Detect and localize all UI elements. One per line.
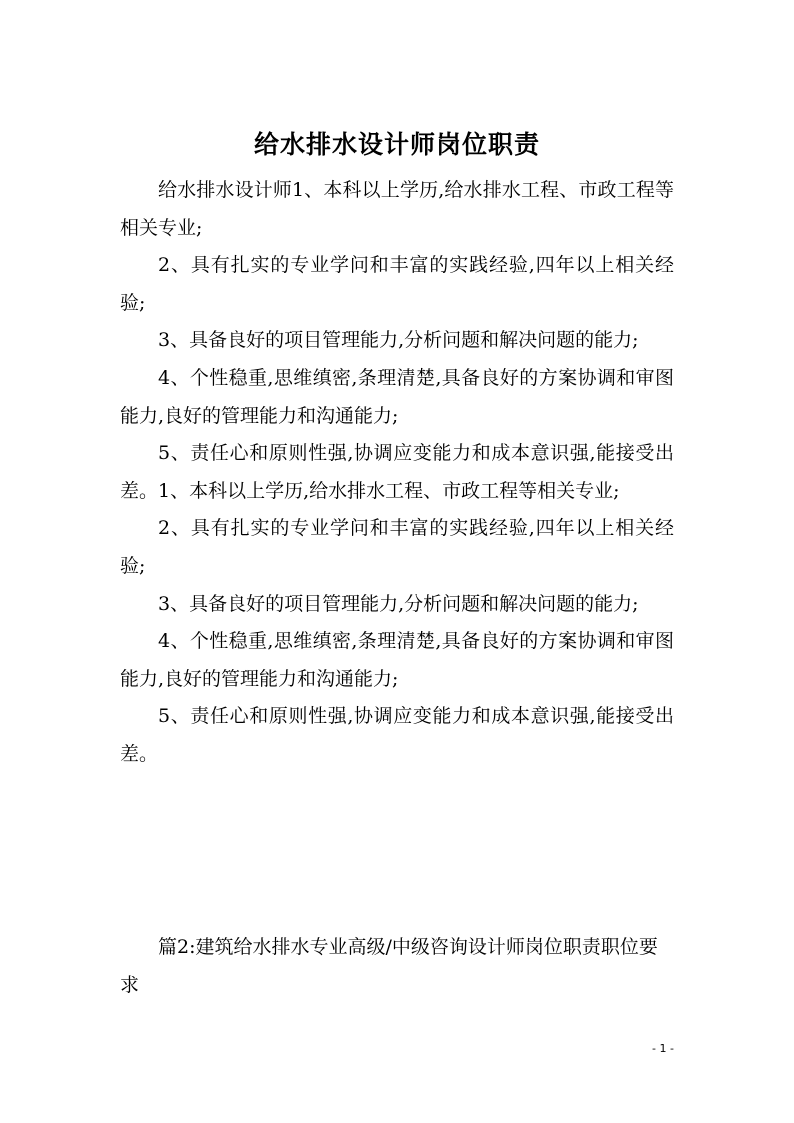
paragraph: 5、责任心和原则性强,协调应变能力和成本意识强,能接受出差。 <box>120 705 674 765</box>
paragraph: 2、具有扎实的专业学问和丰富的实践经验,四年以上相关经验; <box>120 517 674 577</box>
section-heading: 篇2:建筑给水排水专业高级/中级咨询设计师岗位职责职位要求 <box>120 936 658 996</box>
paragraph: 3、具备良好的项目管理能力,分析问题和解决问题的能力; <box>158 329 639 352</box>
paragraph: 2、具有扎实的专业学问和丰富的实践经验,四年以上相关经验; <box>120 254 674 314</box>
page-number: - 1 - <box>652 1042 674 1055</box>
paragraph: 给水排水设计师1、本科以上学历,给水排水工程、市政工程等相关专业; <box>120 179 674 239</box>
paragraph: 3、具备良好的项目管理能力,分析问题和解决问题的能力; <box>158 592 639 615</box>
paragraph: 5、责任心和原则性强,协调应变能力和成本意识强,能接受出差。1、本科以上学历,给水排水工程、市政工程等相关专业; <box>120 442 674 502</box>
paragraph: 4、个性稳重,思维缜密,条理清楚,具备良好的方案协调和审图能力,良好的管理能力和沟通能力; <box>120 366 674 427</box>
paragraph: 4、个性稳重,思维缜密,条理清楚,具备良好的方案协调和审图能力,良好的管理能力和沟通能力; <box>120 630 674 690</box>
document-body <box>120 172 674 774</box>
page-title: 给水排水设计师岗位职责 <box>253 129 540 159</box>
